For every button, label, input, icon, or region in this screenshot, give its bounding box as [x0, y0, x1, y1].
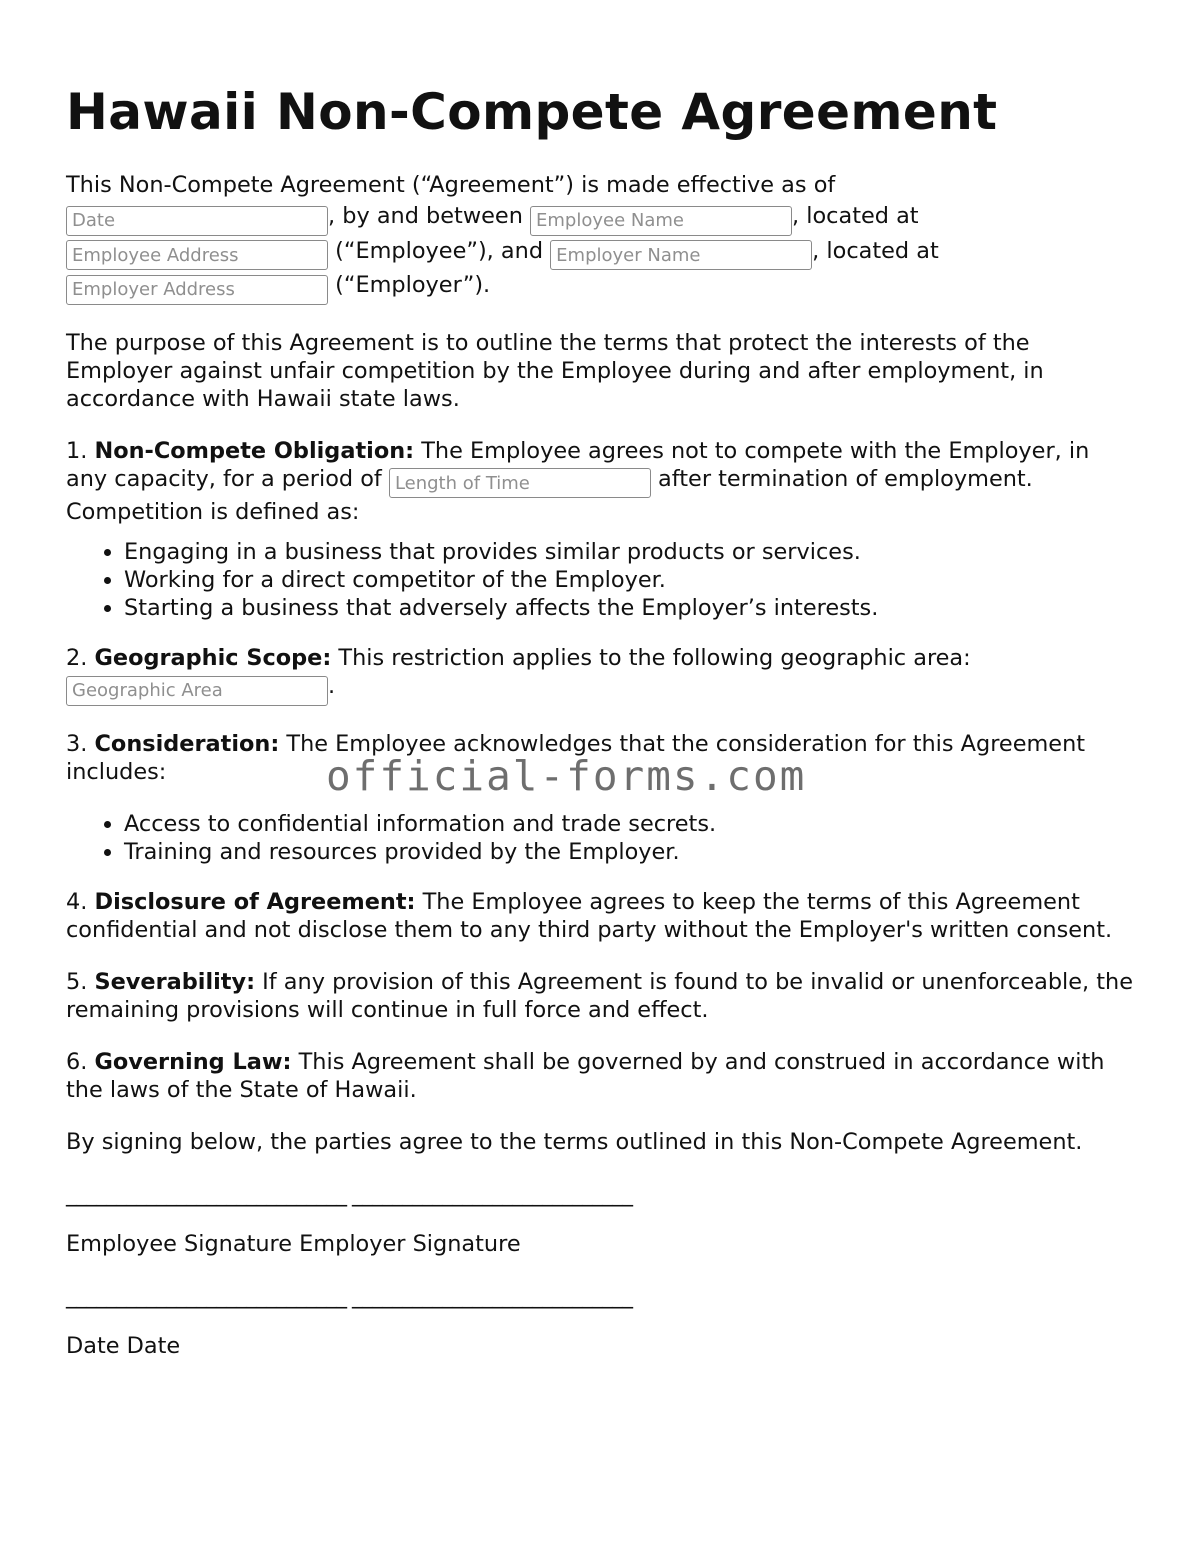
document-title: Hawaii Non-Compete Agreement — [66, 83, 998, 141]
date-field[interactable] — [66, 206, 328, 236]
section-1 — [66, 437, 1136, 527]
section-1-text: The Employee agrees not to compete with the Employer, in any capacity, for a period of — [66, 437, 1090, 492]
document-page — [66, 84, 1136, 1360]
date-labels: Date Date — [66, 1332, 181, 1359]
intro-text-1: This Non-Compete Agreement (“Agreement”) is made effective as of — [66, 172, 836, 198]
intro-text-5: , located at — [812, 237, 939, 264]
section-4-heading: Disclosure of Agreement: — [94, 888, 416, 915]
section-5-heading: Severability: — [94, 968, 256, 995]
list-item: • Training and resources provided by the Employer. — [124, 838, 1136, 866]
watermark: official-forms.com — [326, 752, 807, 800]
signature-lines: ____________________________ ____________________________ — [66, 1181, 632, 1207]
section-1-heading: Non-Compete Obligation: — [94, 437, 415, 464]
employer-address-field[interactable] — [66, 275, 328, 305]
closing-paragraph: By signing below, the parties agree to the terms outlined in this Non-Compete Agreement. — [66, 1128, 1083, 1155]
section-3-heading: Consideration: — [94, 730, 280, 757]
list-item: • Access to confidential information and trade secrets. — [124, 810, 1136, 838]
section-4 — [66, 888, 1136, 944]
section-1-text-after: after termination of employment. Competition is defined as: — [66, 465, 1033, 525]
employee-address-field[interactable] — [66, 240, 328, 270]
employee-name-field[interactable] — [530, 206, 792, 236]
list-item: • Working for a direct competitor of the Employer. — [124, 566, 1136, 594]
section-2 — [66, 644, 1136, 706]
list-item: • Starting a business that adversely affects the Employer’s interests. — [124, 594, 1136, 622]
section-3-text: The Employee acknowledges that the consideration for this Agreement includes: — [66, 730, 1086, 785]
length-of-time-field[interactable] — [389, 468, 651, 498]
section-3-number: 3. — [66, 730, 88, 757]
section-2-end: . — [328, 673, 336, 699]
consideration-list — [66, 810, 1136, 866]
purpose-paragraph: The purpose of this Agreement is to outline the terms that protect the interests of the Employer against unfair competition by the Employee during and after employment, in accordance with Hawaii state laws. — [66, 329, 1044, 412]
section-2-heading: Geographic Scope: — [94, 645, 332, 671]
section-1-number: 1. — [66, 437, 88, 464]
list-item: • Engaging in a business that provides similar products or services. — [124, 538, 1136, 566]
section-6-number: 6. — [66, 1048, 88, 1075]
section-5-text: If any provision of this Agreement is found to be invalid or unenforceable, the remaining provisions will continue in full force and effect. — [66, 968, 1134, 1023]
section-4-text: The Employee agrees to keep the terms of this Agreement confidential and not disclose them to any third party without the Employer's written consent. — [66, 888, 1113, 943]
intro-text-2: , by and between — [328, 203, 523, 229]
geographic-area-field[interactable] — [66, 676, 328, 706]
intro-text-6: (“Employer”). — [328, 272, 491, 298]
section-6-heading: Governing Law: — [94, 1048, 292, 1075]
date-lines: ____________________________ ____________________________ — [66, 1283, 632, 1309]
intro-text-4: (“Employee”), and — [328, 237, 544, 264]
section-5 — [66, 968, 1136, 1024]
signature-labels: Employee Signature Employer Signature — [66, 1230, 521, 1257]
competition-list — [66, 538, 1136, 622]
section-2-text: This restriction applies to the following geographic area: — [331, 645, 971, 671]
section-5-number: 5. — [66, 968, 88, 995]
section-6-text: This Agreement shall be governed by and construed in accordance with the laws of the State of Hawaii. — [66, 1048, 1105, 1103]
section-2-number: 2. — [66, 645, 88, 671]
intro-text-3: , located at — [792, 203, 919, 229]
section-4-number: 4. — [66, 888, 88, 915]
employer-name-field[interactable] — [550, 240, 812, 270]
intro-paragraph — [66, 170, 1136, 305]
section-6 — [66, 1048, 1136, 1104]
